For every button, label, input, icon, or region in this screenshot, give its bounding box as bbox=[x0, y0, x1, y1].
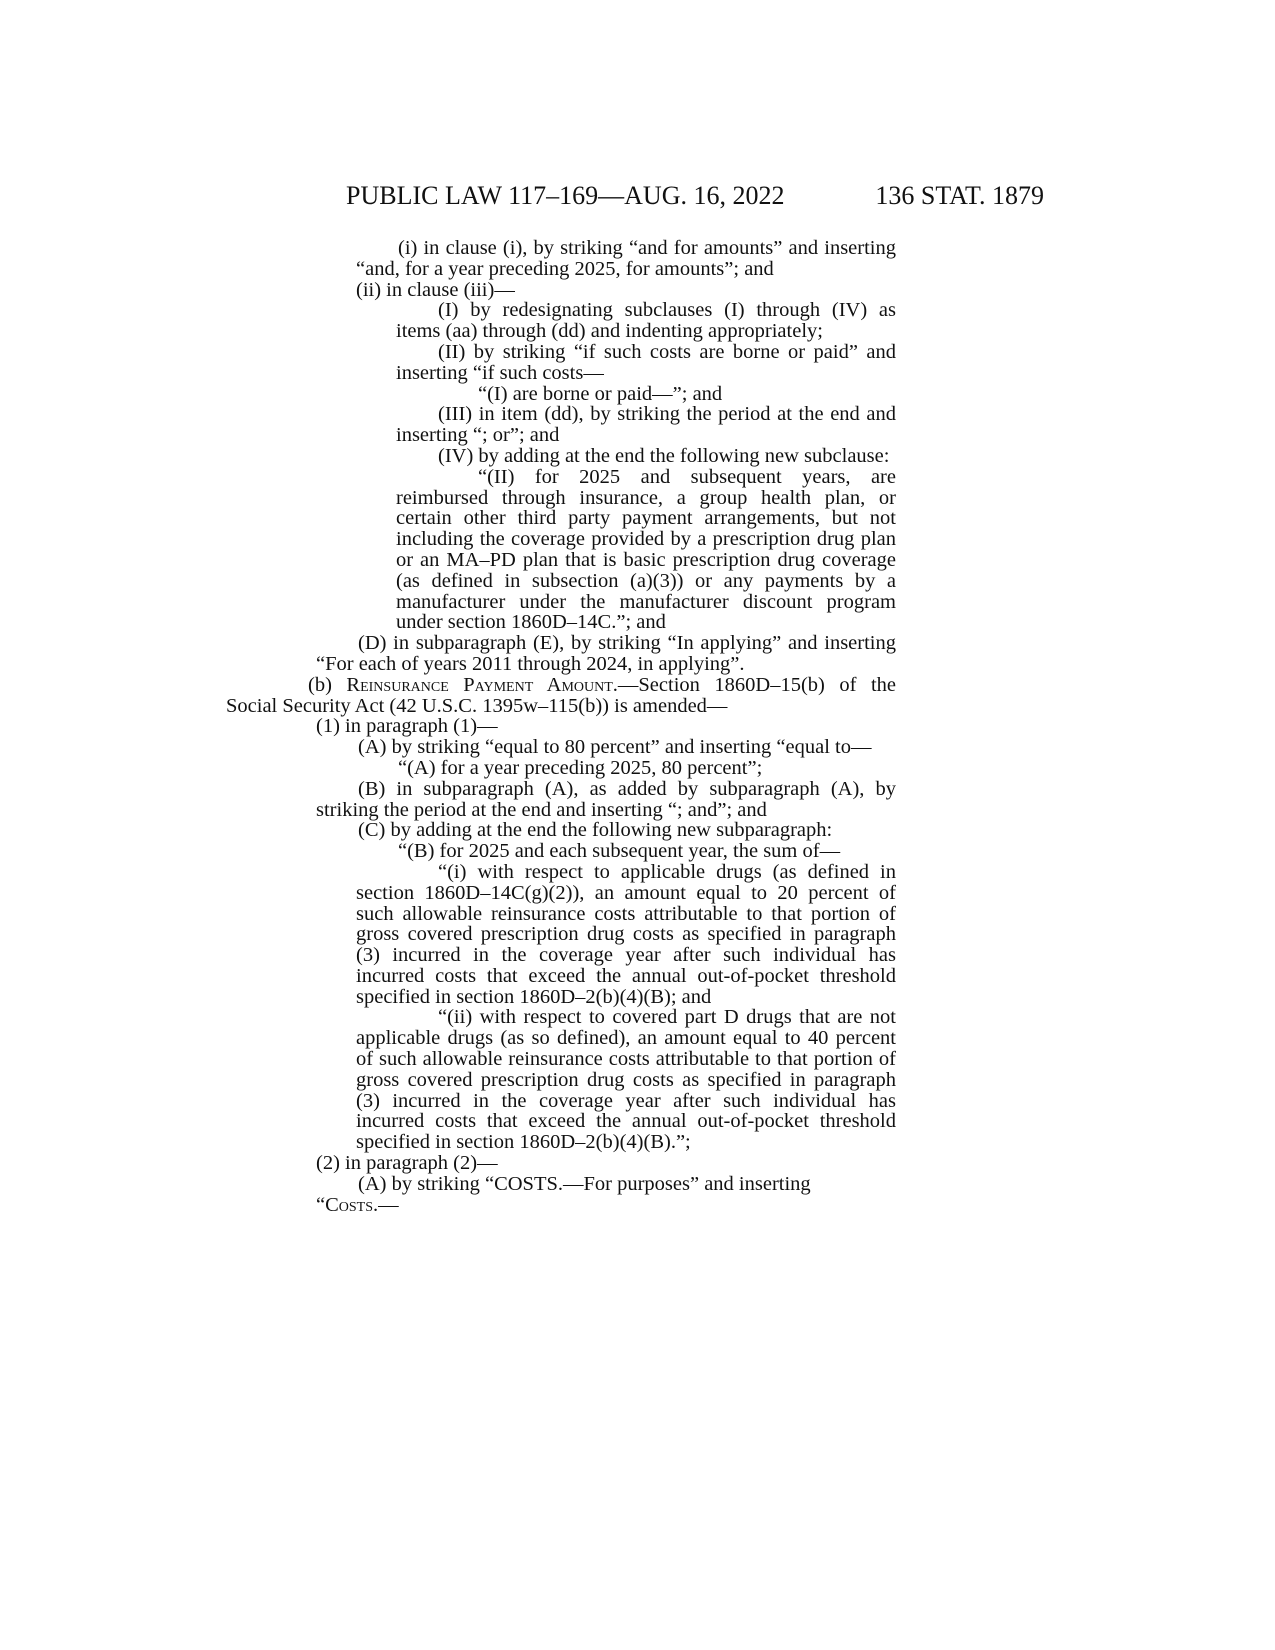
paragraph: “(ii) with respect to covered part D drugs that are not applicable drugs (as so defined), an amount equal to 40 percent of such allowable reinsurance costs attributable to that portion of gross covered prescription drug costs as specified in paragraph (3) incurred in the coverage year after such individual has incurred costs that exceed the annual out-of-pocket threshold specified in section 1860D–2(b)(4)(B).”; bbox=[356, 1006, 896, 1154]
paragraph: (D) in subparagraph (E), by striking “In applying” and inserting “For each of years 2011 through 2024, in applying”. bbox=[316, 632, 896, 675]
paragraph: “(i) with respect to applicable drugs (as defined in section 1860D–14C(g)(2)), an amount equal to 20 percent of such allowable reinsurance costs attributable to that portion of gross covered prescription drug costs as specified in paragraph (3) incurred in the coverage year after such individual has incurred costs that exceed the annual out-of-pocket threshold specified in section 1860D–2(b)(4)(B); and bbox=[356, 860, 896, 1008]
paragraph-last bbox=[316, 1174, 896, 1195]
paragraph: (III) in item (dd), by striking the period at the end and inserting “; or”; and bbox=[396, 403, 896, 447]
small-caps-word: Costs bbox=[325, 1193, 374, 1216]
paragraph: “(A) for a year preceding 2025, 80 percent”; bbox=[398, 756, 763, 779]
header-page-number: 136 STAT. 1879 bbox=[875, 181, 1044, 210]
paragraph: (IV) by adding at the end the following new subclause: bbox=[438, 444, 890, 467]
statute-text bbox=[226, 238, 896, 1215]
paragraph: (B) in subparagraph (A), as added by subparagraph (A), by striking the period at the end and inserting “; and”; and bbox=[316, 777, 896, 821]
subsection-heading: Reinsurance Payment Amount bbox=[346, 673, 613, 696]
paragraph: (C) by adding at the end the following new subparagraph: bbox=[358, 819, 833, 842]
subsection-b bbox=[226, 675, 896, 717]
paragraph-text: (A) by striking “COSTS.—For purposes” and inserting bbox=[358, 1172, 811, 1195]
paragraph: (II) by striking “if such costs are borne or paid” and inserting “if such costs— bbox=[396, 340, 896, 384]
paragraph: “(I) are borne or paid—”; and bbox=[478, 382, 723, 405]
paragraph: (ii) in clause (iii)— bbox=[356, 278, 515, 301]
paragraph: (i) in clause (i), by striking “and for amounts” and inserting “and, for a year preceding 2025, for amounts”; and bbox=[356, 237, 896, 280]
paragraph: (2) in paragraph (2)— bbox=[316, 1152, 498, 1175]
paragraph: (I) by redesignating subclauses (I) through (IV) as items (aa) through (dd) and indenting appropriately; bbox=[396, 299, 896, 343]
paragraph-continuation: “Costs.— bbox=[316, 1193, 399, 1216]
subsection-text: .—Section 1860D–15(b) of the Social Security Act (42 U.S.C. 1395w–115(b)) is amended— bbox=[226, 673, 896, 717]
page-header bbox=[346, 176, 1044, 216]
paragraph: (A) by striking “equal to 80 percent” and inserting “equal to— bbox=[358, 736, 872, 759]
header-citation: PUBLIC LAW 117–169—AUG. 16, 2022 bbox=[346, 181, 785, 210]
paragraph: “(B) for 2025 and each subsequent year, the sum of— bbox=[398, 840, 841, 863]
paragraph: (1) in paragraph (1)— bbox=[316, 715, 498, 738]
subsection-label: (b) bbox=[308, 673, 332, 696]
paragraph: “(II) for 2025 and subsequent years, are reimbursed through insurance, a group health plan, or certain other third party payment arrangements, but not including the coverage provided by a prescription drug plan or an MA–PD plan that is basic prescription drug coverage (as defined in subsection (a)(3)) or any payments by a manufacturer under the manufacturer discount program under section 1860D–14C.”; and bbox=[396, 465, 896, 634]
